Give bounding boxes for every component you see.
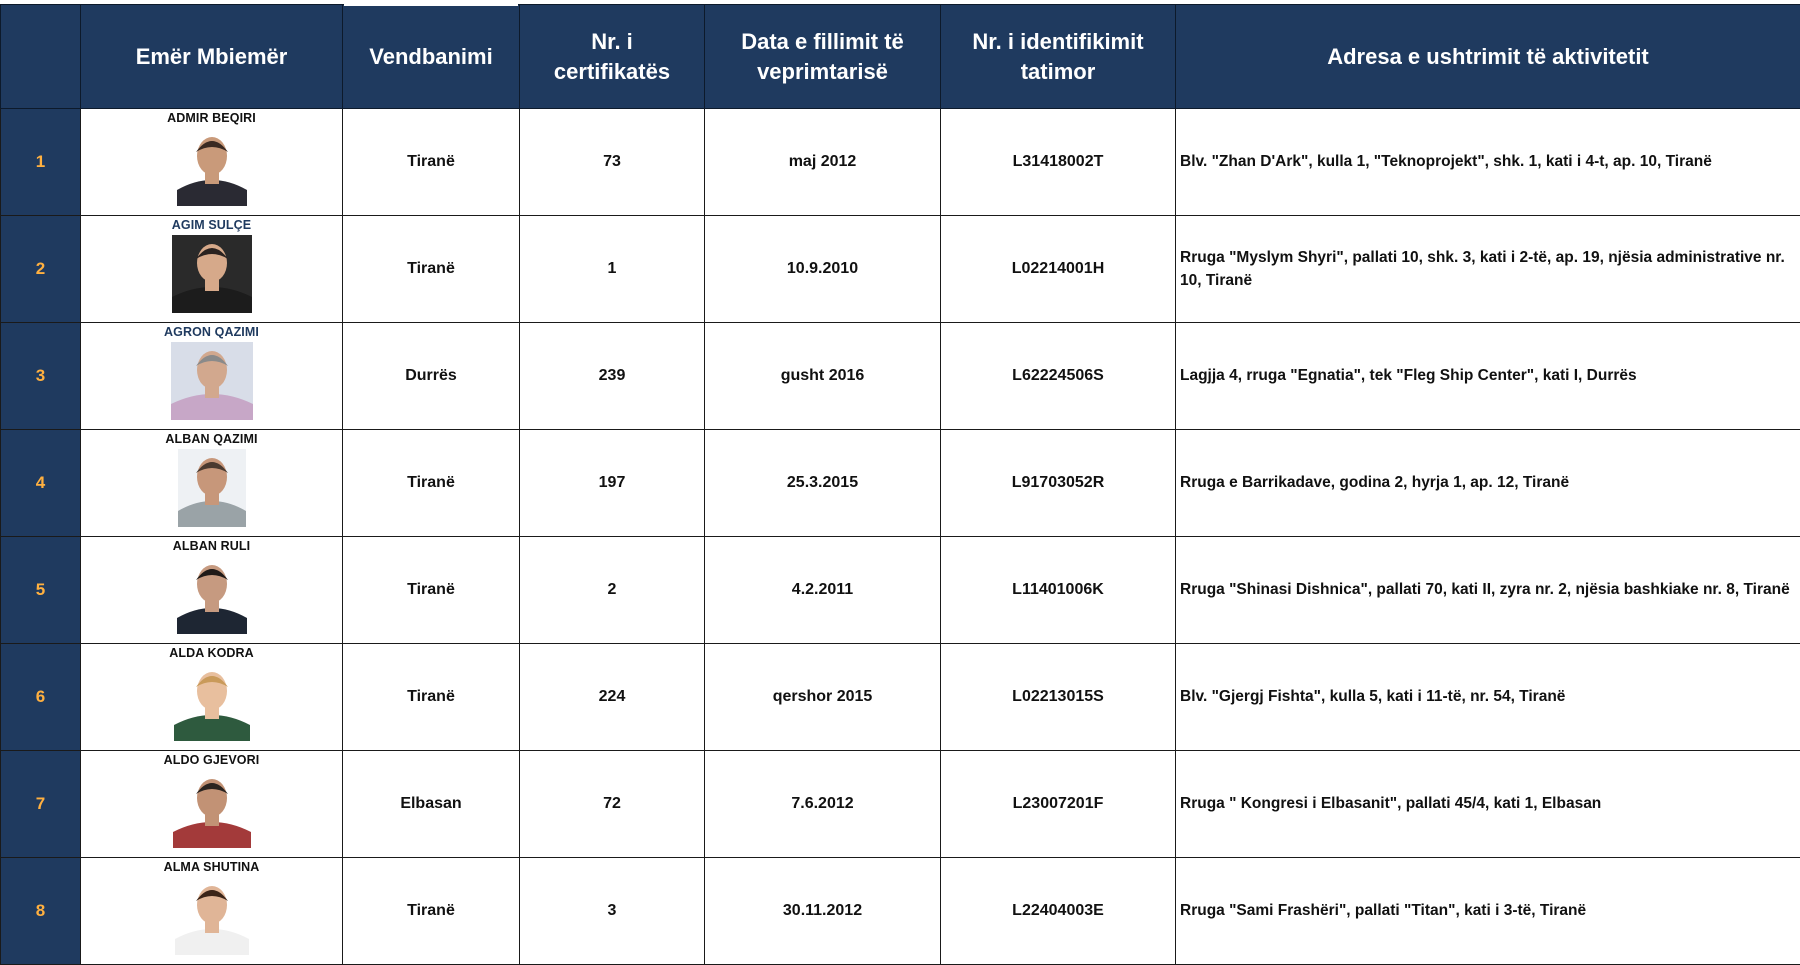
person-cell bbox=[81, 109, 343, 216]
row-number: 1 bbox=[1, 109, 81, 216]
header-tax-id-line1: Nr. i identifikimit bbox=[972, 29, 1143, 54]
person-name: ALMA SHUTINA bbox=[81, 860, 342, 874]
header-row bbox=[1, 5, 1800, 109]
header-certificate bbox=[520, 5, 705, 109]
certificate-cell: 239 bbox=[520, 323, 705, 430]
person-name: ALDO GJEVORI bbox=[81, 753, 342, 767]
row-number: 2 bbox=[1, 216, 81, 323]
certificate-cell: 73 bbox=[520, 109, 705, 216]
row-number: 4 bbox=[1, 430, 81, 537]
person-photo bbox=[178, 449, 246, 527]
person-photo bbox=[172, 235, 252, 313]
address-cell: Rruga "Myslym Shyri", pallati 10, shk. 3, kati i 2-të, ap. 19, njësia administrative nr. 10, Tiranë bbox=[1176, 216, 1800, 323]
person-name: AGIM SULÇE bbox=[81, 218, 342, 232]
tax-id-cell: L31418002T bbox=[941, 109, 1176, 216]
residence-cell: Tiranë bbox=[343, 644, 520, 751]
residence-cell: Durrës bbox=[343, 323, 520, 430]
table-row bbox=[1, 537, 1800, 644]
address-cell: Lagjja 4, rruga "Egnatia", tek "Fleg Ship Center", kati I, Durrës bbox=[1176, 323, 1800, 430]
person-cell bbox=[81, 644, 343, 751]
start-date-cell: 25.3.2015 bbox=[705, 430, 941, 537]
person-name: ALBAN RULI bbox=[81, 539, 342, 553]
certificate-cell: 3 bbox=[520, 858, 705, 965]
header-certificate-line1: Nr. i bbox=[591, 29, 633, 54]
header-tax-id-line2: tatimor bbox=[1021, 59, 1096, 84]
person-cell bbox=[81, 537, 343, 644]
address-cell: Rruga "Sami Frashëri", pallati "Titan", kati i 3-të, Tiranë bbox=[1176, 858, 1800, 965]
person-cell bbox=[81, 323, 343, 430]
address-cell: Blv. "Gjergj Fishta", kulla 5, kati i 11-të, nr. 54, Tiranë bbox=[1176, 644, 1800, 751]
certificate-cell: 1 bbox=[520, 216, 705, 323]
tax-id-cell: L02213015S bbox=[941, 644, 1176, 751]
header-residence: Vendbanimi bbox=[343, 5, 520, 109]
person-cell bbox=[81, 216, 343, 323]
table-row bbox=[1, 430, 1800, 537]
row-number: 8 bbox=[1, 858, 81, 965]
certificate-cell: 72 bbox=[520, 751, 705, 858]
header-top-gap bbox=[344, 0, 518, 6]
header-address: Adresa e ushtrimit të aktivitetit bbox=[1176, 5, 1800, 109]
address-cell: Rruga " Kongresi i Elbasanit", pallati 45/4, kati 1, Elbasan bbox=[1176, 751, 1800, 858]
residence-cell: Tiranë bbox=[343, 858, 520, 965]
address-cell: Rruga "Shinasi Dishnica", pallati 70, kati II, zyra nr. 2, njësia bashkiake nr. 8, Tiranë bbox=[1176, 537, 1800, 644]
person-name: AGRON QAZIMI bbox=[81, 325, 342, 339]
table-row bbox=[1, 216, 1800, 323]
header-index bbox=[1, 5, 81, 109]
start-date-cell: qershor 2015 bbox=[705, 644, 941, 751]
start-date-cell: maj 2012 bbox=[705, 109, 941, 216]
address-cell: Rruga e Barrikadave, godina 2, hyrja 1, ap. 12, Tiranë bbox=[1176, 430, 1800, 537]
person-cell bbox=[81, 751, 343, 858]
tax-id-cell: L22404003E bbox=[941, 858, 1176, 965]
residence-cell: Tiranë bbox=[343, 216, 520, 323]
tax-id-cell: L11401006K bbox=[941, 537, 1176, 644]
table-row bbox=[1, 323, 1800, 430]
row-number: 3 bbox=[1, 323, 81, 430]
person-cell bbox=[81, 430, 343, 537]
tax-id-cell: L02214001H bbox=[941, 216, 1176, 323]
header-start-date bbox=[705, 5, 941, 109]
header-start-date-line2: veprimtarisë bbox=[757, 59, 888, 84]
start-date-cell: 4.2.2011 bbox=[705, 537, 941, 644]
row-number: 7 bbox=[1, 751, 81, 858]
person-photo bbox=[177, 556, 247, 634]
person-name: ALBAN QAZIMI bbox=[81, 432, 342, 446]
person-photo bbox=[173, 770, 251, 848]
residence-cell: Tiranë bbox=[343, 537, 520, 644]
table-row bbox=[1, 751, 1800, 858]
table-row bbox=[1, 858, 1800, 965]
residence-cell: Tiranë bbox=[343, 109, 520, 216]
residence-cell: Tiranë bbox=[343, 430, 520, 537]
start-date-cell: gusht 2016 bbox=[705, 323, 941, 430]
registry-table bbox=[0, 4, 1800, 965]
residence-cell: Elbasan bbox=[343, 751, 520, 858]
certificate-cell: 2 bbox=[520, 537, 705, 644]
header-name: Emër Mbiemër bbox=[81, 5, 343, 109]
person-photo bbox=[171, 342, 253, 420]
person-photo bbox=[174, 663, 250, 741]
header-tax-id bbox=[941, 5, 1176, 109]
row-number: 6 bbox=[1, 644, 81, 751]
start-date-cell: 30.11.2012 bbox=[705, 858, 941, 965]
certificate-cell: 197 bbox=[520, 430, 705, 537]
person-photo bbox=[177, 128, 247, 206]
start-date-cell: 7.6.2012 bbox=[705, 751, 941, 858]
tax-id-cell: L23007201F bbox=[941, 751, 1176, 858]
header-start-date-line1: Data e fillimit të bbox=[741, 29, 904, 54]
table-row bbox=[1, 644, 1800, 751]
person-name: ADMIR BEQIRI bbox=[81, 111, 342, 125]
person-name: ALDA KODRA bbox=[81, 646, 342, 660]
person-cell bbox=[81, 858, 343, 965]
header-certificate-line2: certifikatës bbox=[554, 59, 670, 84]
tax-id-cell: L62224506S bbox=[941, 323, 1176, 430]
address-cell: Blv. "Zhan D'Ark", kulla 1, "Teknoprojekt", shk. 1, kati i 4-t, ap. 10, Tiranë bbox=[1176, 109, 1800, 216]
start-date-cell: 10.9.2010 bbox=[705, 216, 941, 323]
certificate-cell: 224 bbox=[520, 644, 705, 751]
tax-id-cell: L91703052R bbox=[941, 430, 1176, 537]
row-number: 5 bbox=[1, 537, 81, 644]
table-row bbox=[1, 109, 1800, 216]
person-photo bbox=[175, 877, 249, 955]
